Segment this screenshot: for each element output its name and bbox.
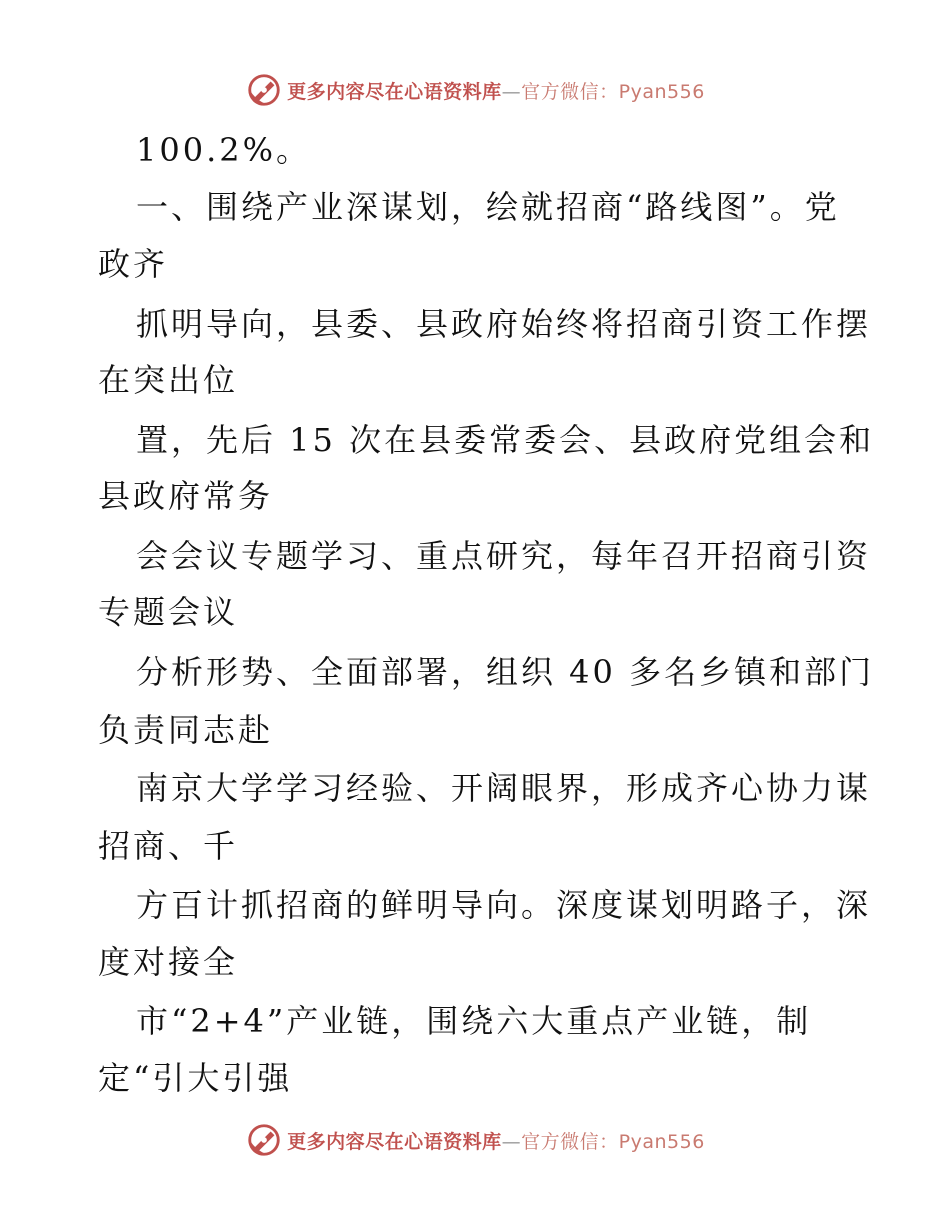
body-line: 招商、千 [98, 827, 239, 865]
watermark-brand: 更多内容尽在心语资料库 [287, 1130, 502, 1153]
body-line: 100.2%。 [136, 131, 312, 169]
body-line: 度对接全 [98, 943, 239, 981]
header-watermark [0, 70, 950, 110]
watermark-contact: 官方微信：Pyan556 [521, 80, 705, 103]
body-line: 负责同志赴 [98, 711, 274, 749]
body-line: 专题会议 [98, 593, 239, 631]
body-line: 置，先后 15 次在县委常委会、县政府党组会和 [136, 421, 875, 459]
pen-nib-seal-icon [245, 71, 283, 109]
body-line: 抓明导向，县委、县政府始终将招商引资工作摆 [136, 305, 872, 343]
body-line: 在突出位 [98, 361, 239, 399]
body-line: 方百计抓招商的鲜明导向。深度谋划明路子，深 [136, 886, 872, 924]
body-line: 定“引大引强 [98, 1059, 293, 1097]
body-line: 政齐 [98, 245, 169, 283]
body-line: 分析形势、全面部署，组织 40 多名乡镇和部门 [136, 653, 875, 691]
footer-watermark [0, 1120, 950, 1160]
body-line: 市“2+4”产业链，围绕六大重点产业链，制 [136, 1002, 812, 1040]
body-line: 会会议专题学习、重点研究，每年召开招商引资 [136, 537, 872, 575]
body-line: 南京大学学习经验、开阔眼界，形成齐心协力谋 [136, 769, 872, 807]
watermark-separator: — [501, 80, 522, 103]
pen-nib-seal-icon [245, 1121, 283, 1159]
body-line: 县政府常务 [98, 477, 274, 515]
watermark-contact: 官方微信：Pyan556 [521, 1130, 705, 1153]
watermark-brand: 更多内容尽在心语资料库 [287, 80, 502, 103]
body-line: 一、围绕产业深谋划，绘就招商“路线图”。党 [136, 188, 840, 226]
watermark-separator: — [501, 1130, 522, 1153]
